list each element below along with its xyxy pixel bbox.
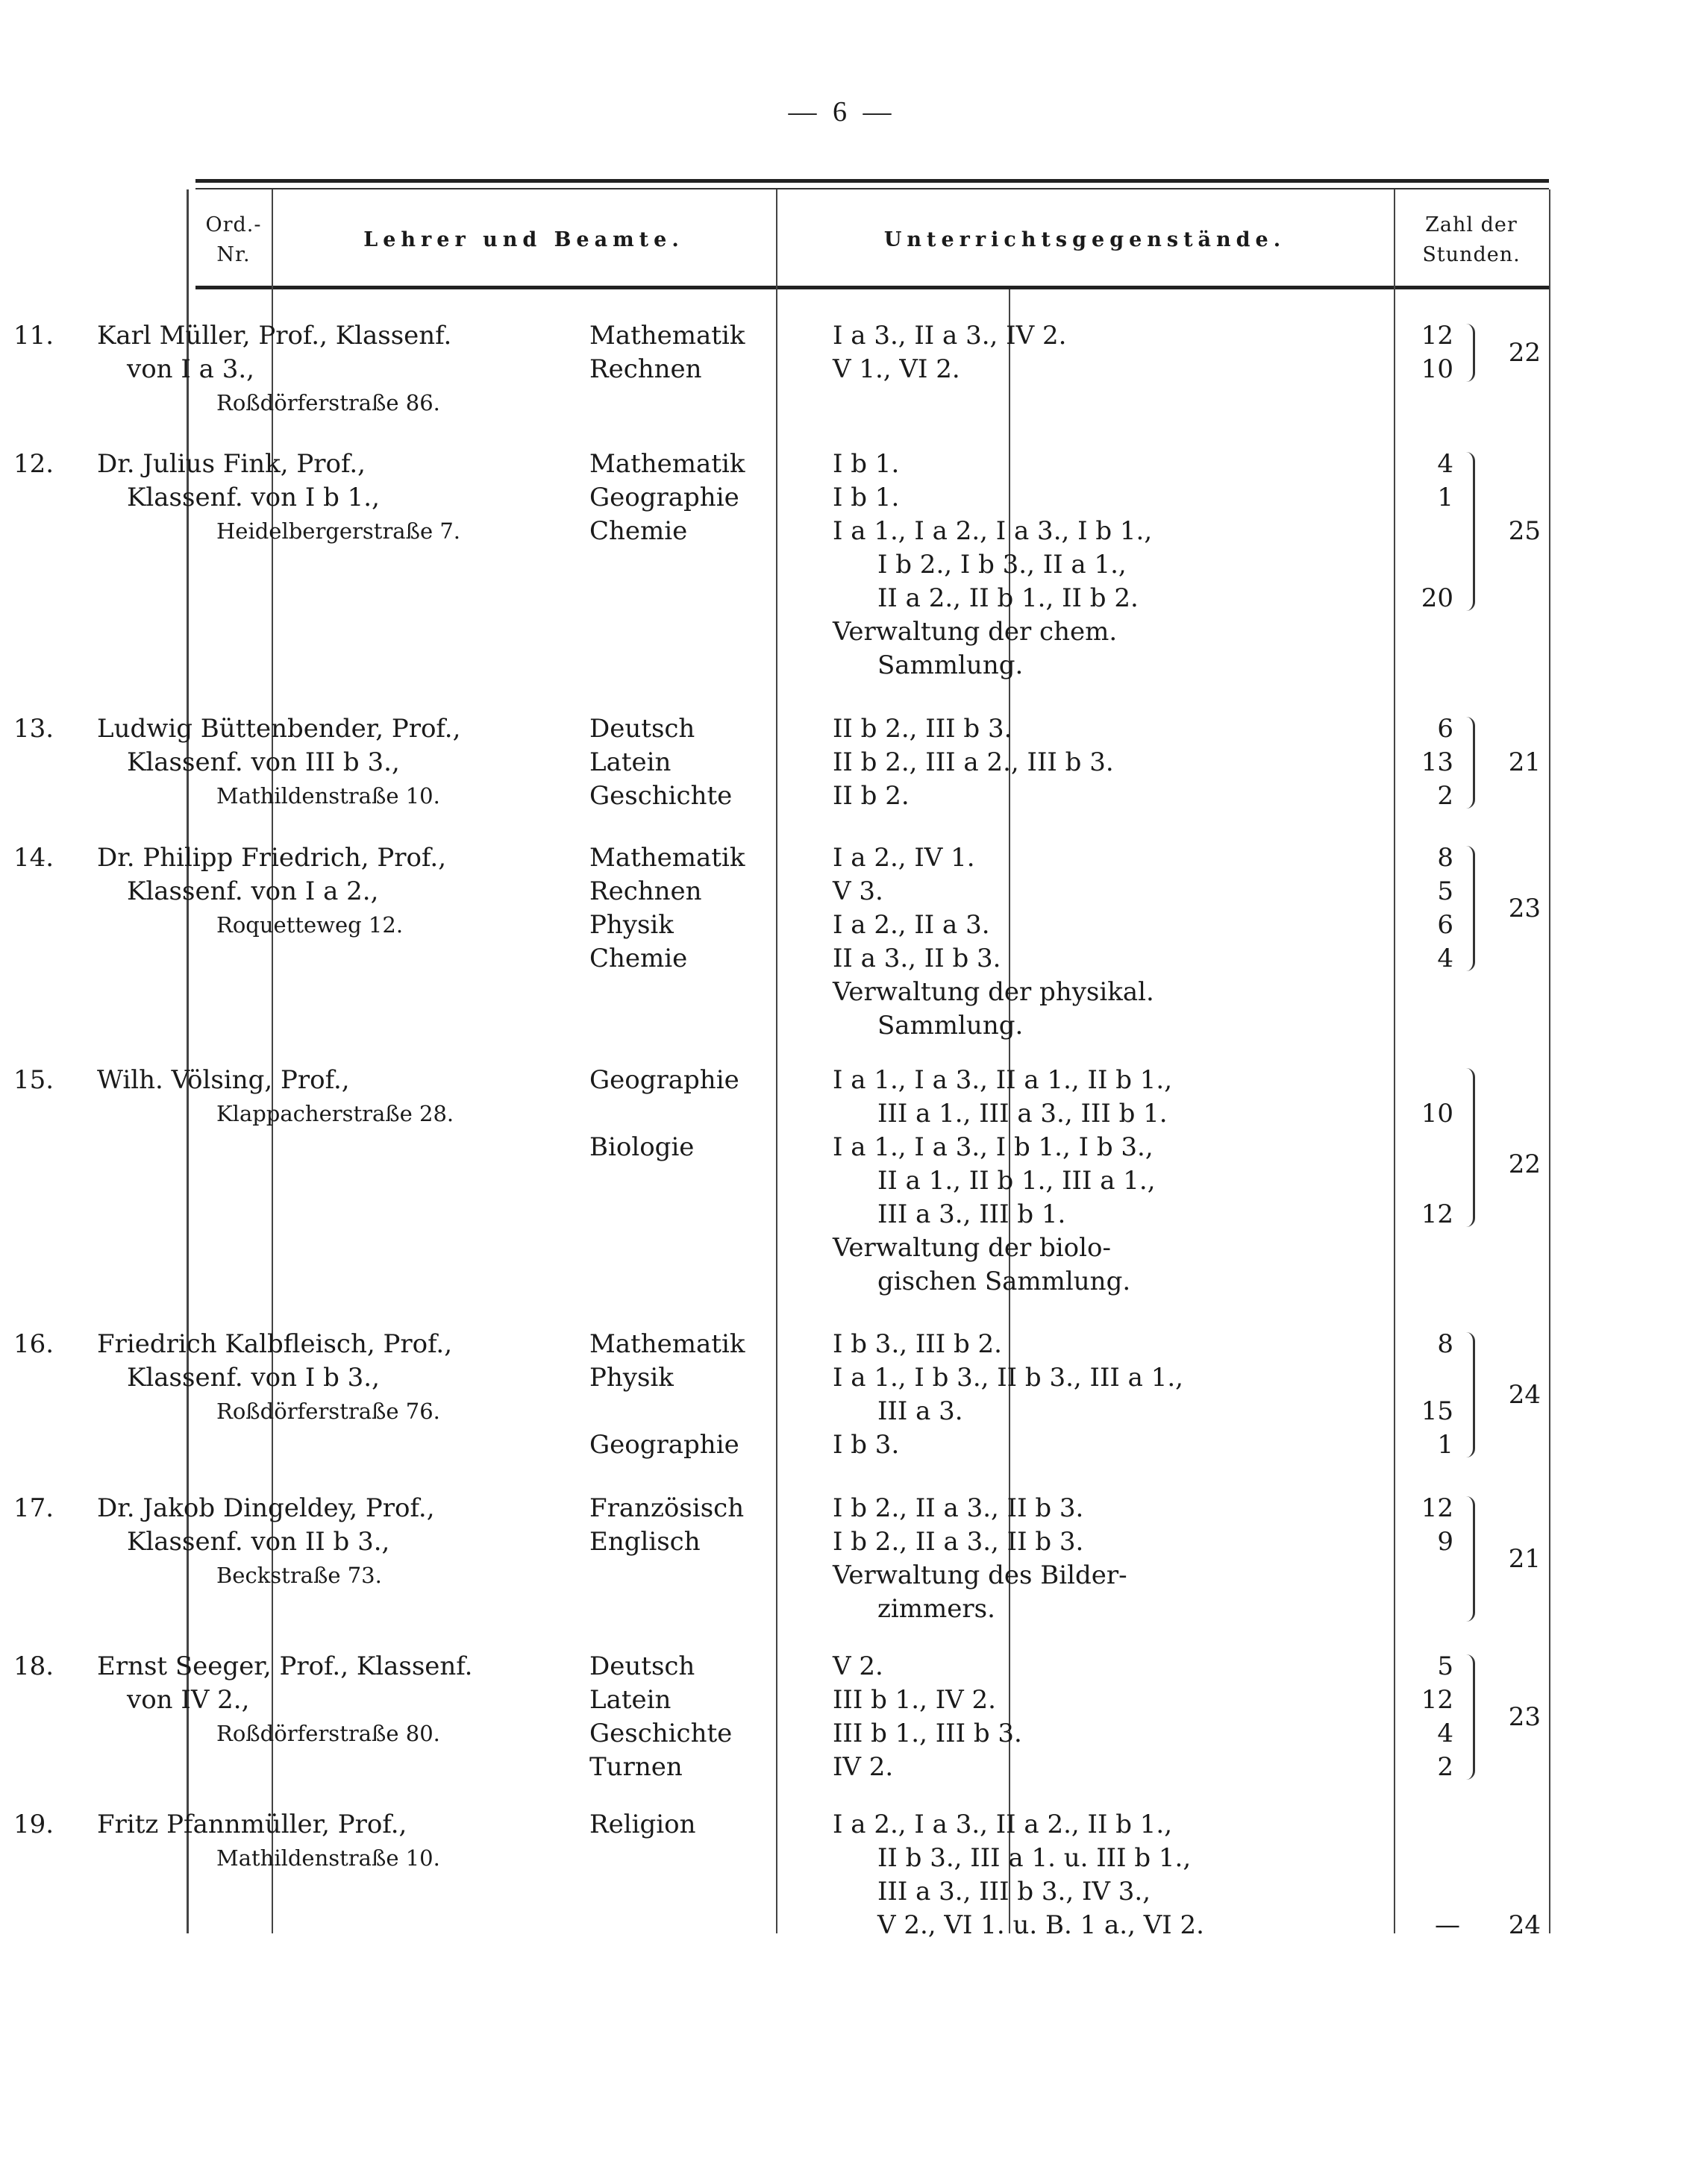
hours-total: 25 bbox=[1508, 516, 1541, 546]
hours-brace bbox=[1459, 452, 1475, 611]
hours-value: 8 bbox=[1437, 843, 1453, 873]
teacher-name-line: Ludwig Büttenbender, Prof., bbox=[97, 714, 461, 744]
teacher-name-line: Klassenf. von I b 3., bbox=[127, 1363, 380, 1393]
hours-brace bbox=[1459, 846, 1475, 971]
class-list-line: I a 1., I a 3., II a 1., II b 1., bbox=[833, 1065, 1173, 1095]
entry-number: 16. bbox=[13, 1329, 54, 1359]
teacher-cell bbox=[97, 448, 575, 548]
class-list-line: V 2. bbox=[833, 1651, 883, 1681]
class-list-line: I b 1. bbox=[833, 449, 900, 479]
hours-value: 4 bbox=[1437, 449, 1453, 479]
classes-cell bbox=[833, 712, 1251, 813]
page-number: — 6 — bbox=[788, 96, 896, 128]
class-list-line: III a 3. bbox=[877, 1396, 963, 1426]
class-list-line: I a 2., IV 1. bbox=[833, 843, 975, 873]
classes-cell bbox=[833, 448, 1251, 682]
subjects-cell bbox=[589, 1650, 810, 1784]
teacher-address: Mathildenstraße 10. bbox=[216, 1845, 440, 1871]
subject: Latein bbox=[589, 1685, 672, 1715]
hours-brace bbox=[1459, 324, 1475, 382]
subject: Mathematik bbox=[589, 449, 745, 479]
hours-value: 1 bbox=[1437, 1430, 1453, 1460]
class-list-line: zimmers. bbox=[877, 1594, 995, 1624]
hours-brace bbox=[1459, 1332, 1475, 1457]
teacher-cell bbox=[97, 1328, 575, 1428]
subject: Mathematik bbox=[589, 321, 745, 351]
subject: Deutsch bbox=[589, 1651, 695, 1681]
hours-value: 2 bbox=[1437, 781, 1453, 811]
classes-cell bbox=[833, 1064, 1251, 1299]
hours-value: 4 bbox=[1437, 944, 1453, 973]
teacher-address: Heidelbergerstraße 7. bbox=[216, 518, 461, 544]
class-list-line: II b 2., III a 2., III b 3. bbox=[833, 747, 1114, 777]
subject bbox=[589, 1097, 810, 1131]
class-list-line: III b 1., III b 3. bbox=[833, 1719, 1022, 1748]
subject: Turnen bbox=[589, 1752, 683, 1782]
hours-value: 10 bbox=[1421, 1099, 1453, 1129]
teacher-name-line: Karl Müller, Prof., Klassenf. bbox=[97, 321, 452, 351]
class-list-line: IV 2. bbox=[833, 1752, 894, 1782]
class-list-line: II a 3., II b 3. bbox=[833, 944, 1001, 973]
teacher-name-line: Fritz Pfannmüller, Prof., bbox=[97, 1810, 407, 1839]
hours-value: 8 bbox=[1437, 1329, 1453, 1359]
hours-brace bbox=[1459, 1496, 1475, 1622]
subject: Geographie bbox=[589, 483, 739, 512]
teacher-address: Roßdörferstraße 76. bbox=[216, 1399, 440, 1424]
hours-value: 15 bbox=[1421, 1396, 1453, 1426]
subject: Mathematik bbox=[589, 1329, 745, 1359]
teacher-name-line: von I a 3., bbox=[127, 354, 254, 384]
entry-number: 14. bbox=[13, 843, 54, 873]
hours-total: 23 bbox=[1508, 1701, 1541, 1732]
table-top-rule bbox=[195, 179, 1549, 183]
hours-total: 24 bbox=[1508, 1910, 1541, 1940]
hours-value: 4 bbox=[1437, 1719, 1453, 1748]
hours-total: 24 bbox=[1508, 1379, 1541, 1410]
teacher-name-line: Klassenf. von II b 3., bbox=[127, 1527, 390, 1557]
class-list-line: III b 1., IV 2. bbox=[833, 1685, 996, 1715]
hours-value: 12 bbox=[1421, 1199, 1453, 1229]
header-hours: Zahl der Stunden. bbox=[1422, 213, 1521, 266]
subject: Physik bbox=[589, 910, 674, 940]
table-header-rule bbox=[195, 286, 1549, 289]
subject: Physik bbox=[589, 1363, 674, 1393]
class-list-line: I a 1., I a 2., I a 3., I b 1., bbox=[833, 516, 1153, 546]
hours-value: 2 bbox=[1437, 1752, 1453, 1782]
teacher-address: Roßdörferstraße 80. bbox=[216, 1721, 440, 1746]
class-list-line: Sammlung. bbox=[877, 650, 1024, 680]
subject: Rechnen bbox=[589, 876, 702, 906]
class-list-line: gischen Sammlung. bbox=[877, 1267, 1131, 1296]
class-list-line: I b 1. bbox=[833, 483, 900, 512]
teacher-address: Roßdörferstraße 86. bbox=[216, 390, 440, 415]
subject: Geschichte bbox=[589, 781, 733, 811]
subject: Englisch bbox=[589, 1527, 701, 1557]
teacher-name-line: Wilh. Völsing, Prof., bbox=[97, 1065, 350, 1095]
subjects-cell bbox=[589, 319, 810, 386]
teacher-name-line: Dr. Julius Fink, Prof., bbox=[97, 449, 366, 479]
class-list-line: I b 2., II a 3., II b 3. bbox=[833, 1527, 1084, 1557]
entry-number: 13. bbox=[13, 714, 54, 744]
hours-value: — bbox=[1435, 1910, 1460, 1940]
subjects-cell bbox=[589, 1064, 810, 1164]
subject: Religion bbox=[589, 1810, 696, 1839]
teacher-cell bbox=[97, 712, 575, 813]
subject: Rechnen bbox=[589, 354, 702, 384]
subjects-cell bbox=[589, 712, 810, 813]
class-list-line: V 3. bbox=[833, 876, 883, 906]
subjects-cell bbox=[589, 841, 810, 976]
teacher-name-line: Ernst Seeger, Prof., Klassenf. bbox=[97, 1651, 473, 1681]
teacher-name-line: von IV 2., bbox=[127, 1685, 250, 1715]
subject bbox=[589, 1395, 810, 1428]
class-list-line: I b 3. bbox=[833, 1430, 900, 1460]
class-list-line: III a 3., III b 3., IV 3., bbox=[877, 1877, 1151, 1907]
teacher-name-line: Klassenf. von I b 1., bbox=[127, 483, 380, 512]
hours-total: 22 bbox=[1508, 337, 1541, 368]
table-top-rule-thin bbox=[195, 188, 1549, 189]
hours-value: 5 bbox=[1437, 1651, 1453, 1681]
subject: Chemie bbox=[589, 944, 688, 973]
class-list-line: I a 3., II a 3., IV 2. bbox=[833, 321, 1067, 351]
entry-number: 15. bbox=[13, 1065, 54, 1095]
hours-total: 22 bbox=[1508, 1149, 1541, 1179]
class-list-line: I a 2., I a 3., II a 2., II b 1., bbox=[833, 1810, 1173, 1839]
subject: Geographie bbox=[589, 1430, 739, 1460]
header-teachers: Lehrer und Beamte. bbox=[363, 228, 684, 251]
class-list-line: I b 2., I b 3., II a 1., bbox=[877, 550, 1127, 580]
teacher-name-line: Friedrich Kalbfleisch, Prof., bbox=[97, 1329, 453, 1359]
class-list-line: I a 2., II a 3. bbox=[833, 910, 990, 940]
header-subjects: Unterrichtsgegenstände. bbox=[883, 228, 1286, 251]
subject: Geschichte bbox=[589, 1719, 733, 1748]
entry-number: 12. bbox=[13, 449, 54, 479]
subjects-cell bbox=[589, 1328, 810, 1462]
teacher-cell bbox=[97, 1808, 575, 1875]
class-list-line: II a 1., II b 1., III a 1., bbox=[877, 1166, 1156, 1196]
hours-value: 6 bbox=[1437, 714, 1453, 744]
hours-value: 6 bbox=[1437, 910, 1453, 940]
class-list-line: Verwaltung der biolo- bbox=[833, 1233, 1111, 1263]
teacher-name-line: Dr. Jakob Dingeldey, Prof., bbox=[97, 1493, 435, 1523]
subjects-cell bbox=[589, 448, 810, 548]
subjects-cell bbox=[589, 1492, 810, 1559]
class-list-line: Verwaltung der physikal. bbox=[833, 977, 1154, 1007]
entry-number: 17. bbox=[13, 1493, 54, 1523]
subject: Französisch bbox=[589, 1493, 745, 1523]
class-list-line: II b 3., III a 1. u. III b 1., bbox=[877, 1843, 1192, 1873]
class-list-line: V 2., VI 1. u. B. 1 a., VI 2. bbox=[877, 1910, 1204, 1940]
hours-value: 20 bbox=[1421, 583, 1453, 613]
teacher-name-line: Klassenf. von III b 3., bbox=[127, 747, 400, 777]
class-list-line: V 1., VI 2. bbox=[833, 354, 960, 384]
entry-number: 18. bbox=[13, 1651, 54, 1681]
hours-total: 21 bbox=[1508, 747, 1541, 777]
subjects-cell bbox=[589, 1808, 810, 1842]
class-list-line: Verwaltung des Bilder- bbox=[833, 1560, 1127, 1590]
classes-cell bbox=[833, 1650, 1251, 1784]
hours-value: 10 bbox=[1421, 354, 1453, 384]
class-list-line: III a 3., III b 1. bbox=[877, 1199, 1066, 1229]
teacher-cell bbox=[97, 1064, 575, 1131]
subject: Deutsch bbox=[589, 714, 695, 744]
class-list-line: II a 2., II b 1., II b 2. bbox=[877, 583, 1139, 613]
teacher-cell bbox=[97, 1492, 575, 1592]
subject: Biologie bbox=[589, 1132, 695, 1162]
hours-value: 1 bbox=[1437, 483, 1453, 512]
subject: Chemie bbox=[589, 516, 688, 546]
hours-value: 9 bbox=[1437, 1527, 1453, 1557]
hours-brace bbox=[1459, 1654, 1475, 1780]
subject: Latein bbox=[589, 747, 672, 777]
teacher-name-line: Dr. Philipp Friedrich, Prof., bbox=[97, 843, 446, 873]
classes-cell bbox=[833, 841, 1251, 1043]
hours-brace bbox=[1459, 1068, 1475, 1227]
teacher-address: Mathildenstraße 10. bbox=[216, 783, 440, 809]
class-list-line: III a 1., III a 3., III b 1. bbox=[877, 1099, 1168, 1129]
teacher-cell bbox=[97, 319, 575, 420]
teacher-address: Beckstraße 73. bbox=[216, 1563, 382, 1588]
classes-cell bbox=[833, 1328, 1251, 1462]
classes-cell bbox=[833, 1808, 1251, 1942]
teacher-address: Klappacherstraße 28. bbox=[216, 1101, 454, 1126]
teacher-name-line: Klassenf. von I a 2., bbox=[127, 876, 379, 906]
table-right-border bbox=[1549, 189, 1550, 1933]
header-ord-nr: Ord.- Nr. bbox=[205, 213, 262, 266]
class-list-line: Verwaltung der chem. bbox=[833, 617, 1118, 647]
hours-value: 5 bbox=[1437, 876, 1453, 906]
subject: Mathematik bbox=[589, 843, 745, 873]
class-list-line: I a 1., I a 3., I b 1., I b 3., bbox=[833, 1132, 1154, 1162]
hours-value: 13 bbox=[1421, 747, 1453, 777]
hours-value: 12 bbox=[1421, 1493, 1453, 1523]
classes-cell bbox=[833, 1492, 1251, 1626]
entry-number: 11. bbox=[13, 321, 54, 351]
class-list-line: II b 2. bbox=[833, 781, 910, 811]
hours-value: 12 bbox=[1421, 1685, 1453, 1715]
class-list-line: I b 3., III b 2. bbox=[833, 1329, 1002, 1359]
teacher-address: Roquetteweg 12. bbox=[216, 912, 404, 938]
hours-total: 23 bbox=[1508, 893, 1541, 923]
hours-brace bbox=[1459, 717, 1475, 809]
classes-cell bbox=[833, 319, 1251, 386]
entry-number: 19. bbox=[13, 1810, 54, 1839]
subject: Geographie bbox=[589, 1065, 739, 1095]
class-list-line: I b 2., II a 3., II b 3. bbox=[833, 1493, 1084, 1523]
teacher-cell bbox=[97, 841, 575, 942]
teacher-cell bbox=[97, 1650, 575, 1751]
hours-value: 12 bbox=[1421, 321, 1453, 351]
hours-total: 21 bbox=[1508, 1543, 1541, 1574]
class-list-line: I a 1., I b 3., II b 3., III a 1., bbox=[833, 1363, 1183, 1393]
class-list-line: II b 2., III b 3. bbox=[833, 714, 1012, 744]
class-list-line: Sammlung. bbox=[877, 1011, 1024, 1041]
